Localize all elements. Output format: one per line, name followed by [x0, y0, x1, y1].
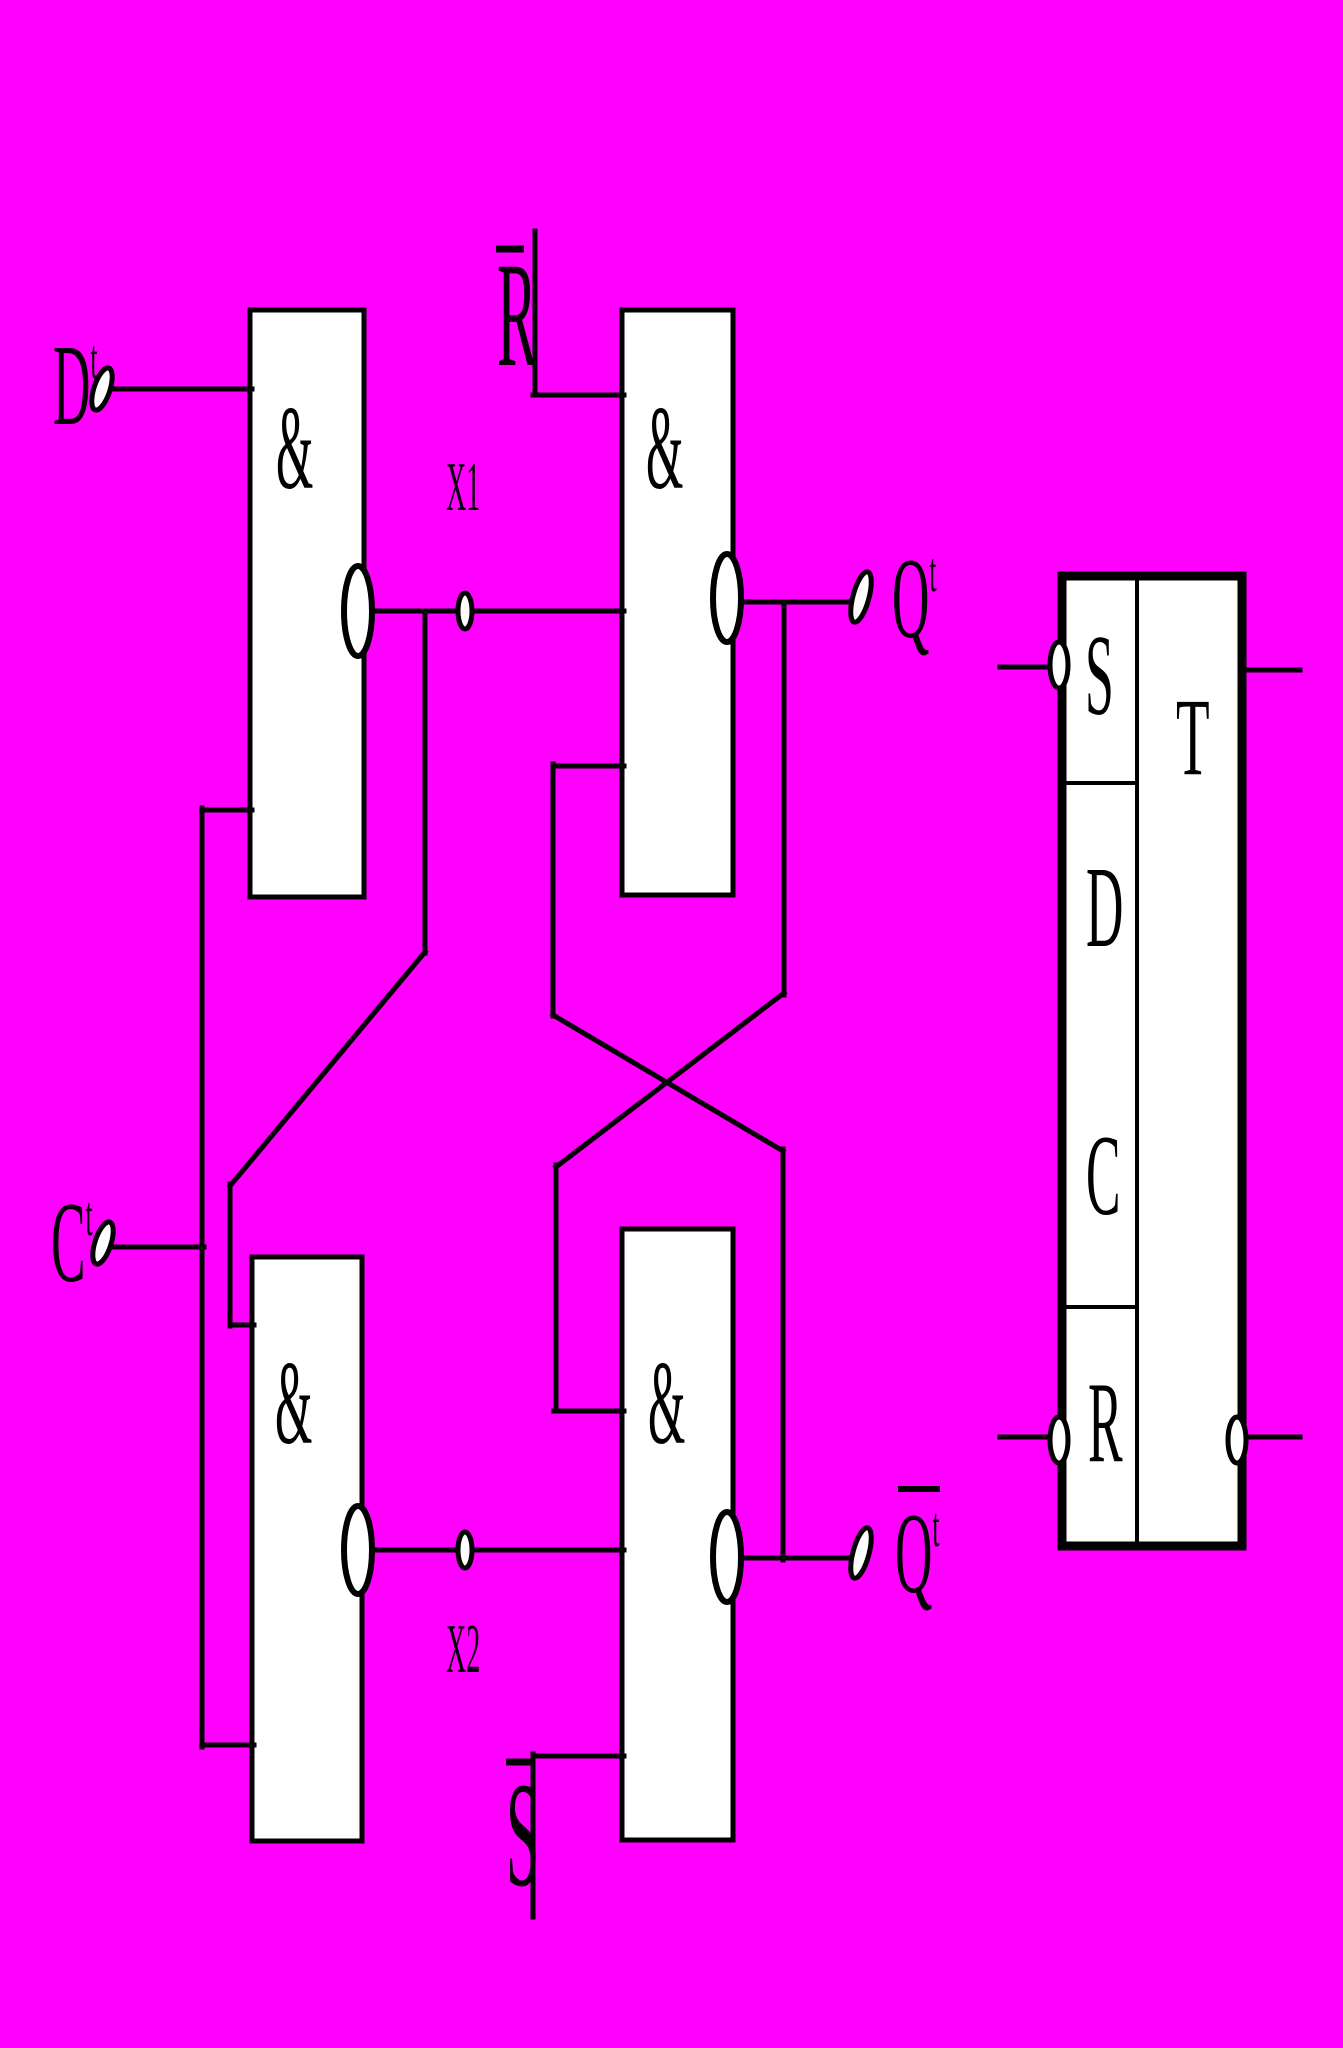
wire-x1-branch-diagonal	[230, 952, 425, 1186]
c-input-terminal	[89, 1220, 118, 1267]
gate-3-and-symbol: &	[275, 1336, 313, 1469]
block-qbar-output-terminal	[1228, 1417, 1246, 1463]
wire-q-feedback-diagonal	[556, 993, 784, 1167]
inversion-bubble-gate2	[713, 554, 741, 642]
c-input-label	[51, 1179, 93, 1306]
qbar-output-letter: Q	[895, 1490, 933, 1617]
block-r-input-terminal	[1050, 1417, 1068, 1463]
s-async-letter: S	[506, 1752, 540, 1918]
gate-1-and-symbol: &	[276, 381, 314, 514]
q-output-label	[892, 535, 937, 662]
s-async-input-label	[506, 1752, 540, 1918]
block-pin-r-label: R	[1088, 1359, 1123, 1486]
block-pin-d-label: D	[1086, 844, 1124, 971]
gate-4-and-symbol: &	[648, 1336, 686, 1469]
qbar-output-terminal	[847, 1526, 876, 1580]
r-async-letter: R	[497, 232, 538, 398]
q-output-letter: Q	[892, 535, 930, 662]
inversion-bubble-gate3	[344, 1506, 372, 1594]
d-input-label	[53, 322, 98, 449]
d-input-superscript: t	[90, 328, 98, 391]
qbar-output-superscript: t	[932, 1496, 940, 1559]
node-x2-label: X2	[446, 1611, 481, 1688]
block-s-input-terminal	[1050, 642, 1068, 688]
q-output-superscript: t	[929, 541, 937, 604]
block-type-label: T	[1176, 676, 1210, 798]
c-input-letter: C	[51, 1179, 86, 1306]
c-input-superscript: t	[85, 1185, 93, 1248]
inversion-bubble-gate4	[713, 1512, 741, 1602]
node-marker-x2	[458, 1532, 472, 1568]
gate-2-and-symbol: &	[646, 381, 684, 514]
q-output-terminal	[847, 570, 876, 624]
node-x1-label: X1	[446, 449, 481, 526]
qbar-output-label	[895, 1490, 940, 1617]
block-pin-c-label: C	[1086, 1112, 1121, 1239]
inversion-bubble-gate1	[344, 566, 372, 656]
block-pin-s-label: S	[1085, 612, 1114, 739]
d-input-letter: D	[53, 322, 91, 449]
node-marker-x1	[458, 593, 472, 629]
r-async-input-label	[497, 232, 538, 398]
wire-qbar-feedback-diagonal	[553, 1015, 783, 1151]
